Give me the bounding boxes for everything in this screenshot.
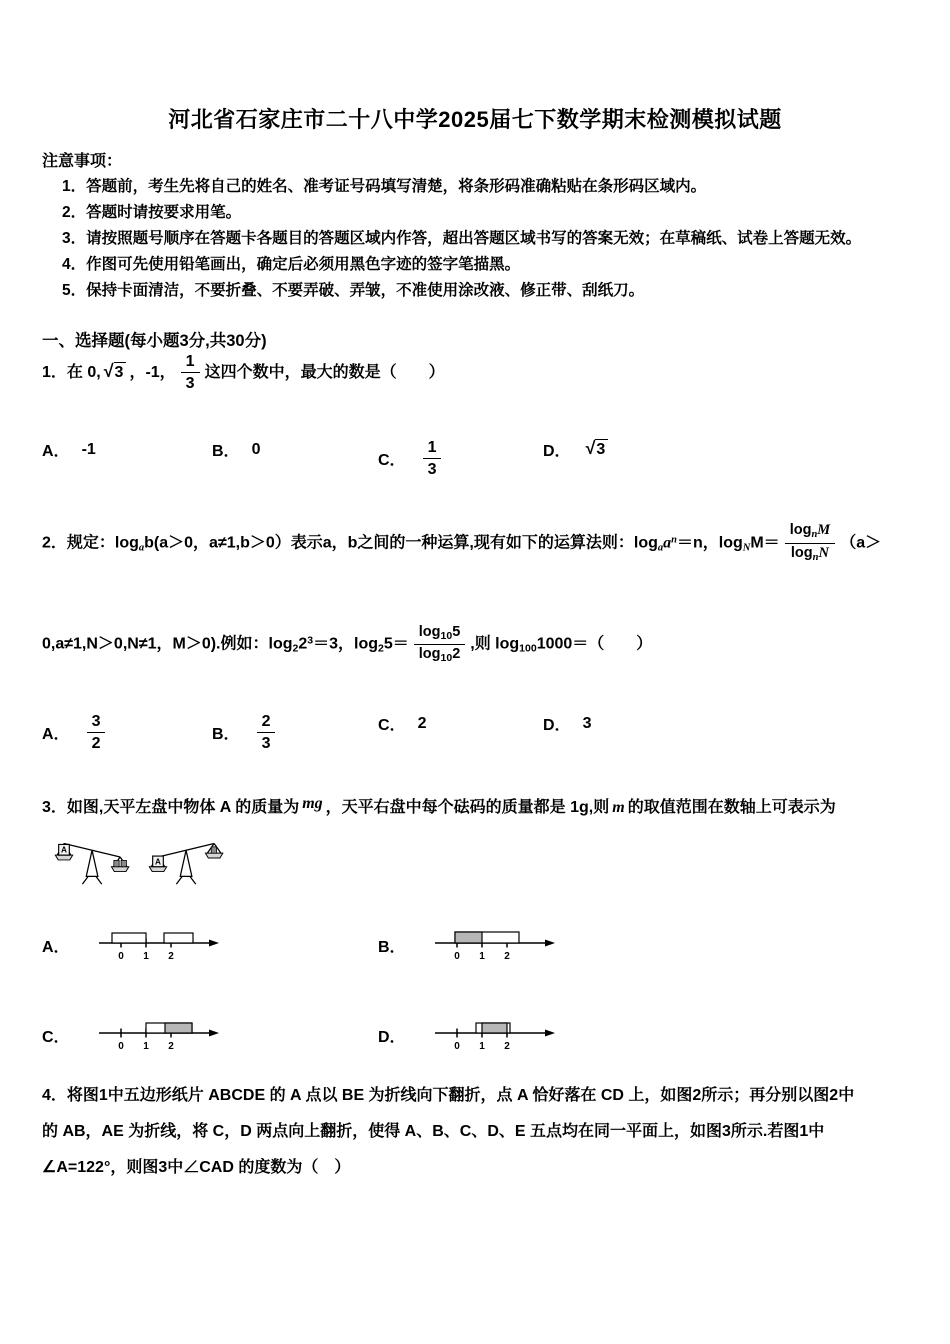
question-2-number: 2． xyxy=(42,534,67,552)
question-1-number: 1． xyxy=(42,363,67,381)
q1-option-b-value: 0 xyxy=(251,440,261,458)
fraction-one-third xyxy=(181,352,200,393)
notice-heading: 注意事项： xyxy=(42,153,123,170)
q2-option-d xyxy=(543,712,591,735)
numberline-option-b xyxy=(432,927,559,964)
q1-option-b-label: B． xyxy=(212,443,240,460)
fraction-numerator: 1 xyxy=(423,438,442,459)
log-argument: 5 xyxy=(452,624,461,640)
tick-label-2: 2 xyxy=(503,1041,510,1052)
q2-option-a-fraction xyxy=(87,712,106,753)
question-3-options-row-2 xyxy=(0,1017,950,1075)
question-2-options xyxy=(0,712,950,770)
q2-text-9: ,则 log xyxy=(470,635,520,653)
notice-item-5: 5．保持卡面清洁，不要折叠、不要弄破、弄皱，不准使用涂改液、修正带、刮纸刀。 xyxy=(62,282,645,299)
log-argument: N xyxy=(818,544,829,561)
log-fraction-2 xyxy=(414,624,466,664)
q2-option-d-value: 3 xyxy=(582,714,592,732)
tick-label-0: 0 xyxy=(453,1041,460,1052)
fraction-numerator xyxy=(785,522,836,544)
q2-text-6: 0,a≠1,N＞0,N≠1，M＞0).例如：log xyxy=(42,635,293,653)
question-1-options xyxy=(0,438,950,496)
radicand: 3 xyxy=(595,439,608,459)
q1-option-c-label: C． xyxy=(378,452,406,470)
q2-superscript-3: 3 xyxy=(307,634,314,647)
right-pan xyxy=(111,857,128,872)
log-fraction-1 xyxy=(785,522,836,564)
q3-var-mg: mg xyxy=(302,795,323,812)
q1-option-a-value: -1 xyxy=(81,440,96,458)
question-3-stem xyxy=(42,797,836,819)
tick-label-1: 1 xyxy=(478,951,485,962)
log-text: log xyxy=(418,624,441,640)
fraction-denominator: 3 xyxy=(261,735,271,753)
tick-label-1: 1 xyxy=(478,1041,485,1052)
radical-sign-icon: √ xyxy=(585,438,596,459)
interval-box-shaded xyxy=(165,1023,192,1033)
q1-option-a-label: A． xyxy=(42,443,70,460)
tick-label-2: 2 xyxy=(503,951,510,962)
tick-label-2: 2 xyxy=(167,1041,174,1052)
q1-option-c-fraction xyxy=(423,438,442,479)
page-title: 河北省石家庄市二十八中学2025届七下数学期末检测模拟试题 xyxy=(168,107,782,132)
q2-text-1: 规定：log xyxy=(66,534,139,552)
q2-text-10: 1000＝（ ） xyxy=(536,635,653,653)
q3-option-a-label: A． xyxy=(42,939,70,956)
q1-text-2: ，-1， xyxy=(129,363,176,381)
log-subscript: n xyxy=(811,529,818,540)
log-argument: 2 xyxy=(452,645,461,662)
q1-option-d-sqrt xyxy=(586,439,609,459)
log-text: log xyxy=(789,522,812,538)
fraction-denominator xyxy=(414,645,466,665)
fraction-denominator: 2 xyxy=(91,735,101,753)
q2-subscript-N: N xyxy=(742,542,751,554)
q3-option-d-label: D． xyxy=(378,1029,406,1046)
q2-subscript-a: a xyxy=(138,542,145,554)
q3-text-2: ，天平右盘中每个砝码的质量都是 1g,则 xyxy=(325,799,610,816)
fraction-numerator: 3 xyxy=(87,712,106,733)
q4-text-2: 的 AB，AE 为折线，将 C，D 两点向上翻折，使得 A、B、C、D、E 五点均在同一平面上，如图3所示.若图1中 xyxy=(42,1123,825,1140)
q2-superscript-n: n xyxy=(671,534,677,546)
q2-option-c xyxy=(378,712,426,735)
q2-text-2: b(a＞0，a≠1,b＞0）表示a，b之间的一种运算,现有如下的运算法则：log xyxy=(144,534,658,552)
question-2-stem-line-1 xyxy=(42,522,881,564)
q2-subscript-100: 100 xyxy=(519,642,537,655)
q3-option-b xyxy=(378,927,559,964)
q2-option-c-value: 2 xyxy=(417,714,427,732)
tick-label-0: 0 xyxy=(453,951,460,962)
tick-label-0: 0 xyxy=(117,1041,124,1052)
q4-text-1: 将图1中五边形纸片 ABCDE 的 A 点以 BE 为折线向下翻折，点 A 恰好落在 CD 上，如图2所示；再分别以图2中 xyxy=(66,1087,855,1104)
interval-box-open xyxy=(112,933,146,943)
radicand: 3 xyxy=(114,362,127,382)
q1-option-b xyxy=(212,438,260,461)
balance-scale-right xyxy=(146,828,230,888)
weight-icon xyxy=(114,860,119,866)
notice-item-2: 2．答题时请按要求用笔。 xyxy=(62,204,242,221)
scale-beam xyxy=(158,843,214,857)
q3-var-m: m xyxy=(612,799,625,816)
q4-text-3: ∠A=122°，则图3中∠CAD 的度数为（ ） xyxy=(42,1159,351,1176)
fraction-denominator: 3 xyxy=(185,375,195,393)
q2-option-d-label: D． xyxy=(543,717,571,734)
q3-text-1: 如图,天平左盘中物体 A 的质量为 xyxy=(66,799,300,816)
object-a-label: A xyxy=(155,857,161,867)
log-subscript: 10 xyxy=(440,651,453,664)
q2-option-a-label: A． xyxy=(42,726,70,744)
scale-stand xyxy=(82,850,101,884)
interval-box-open xyxy=(164,933,193,943)
q2-option-b-fraction xyxy=(257,712,276,753)
right-pan xyxy=(205,843,222,858)
interval-box-shaded xyxy=(482,1023,507,1033)
q2-var-a: a xyxy=(663,534,672,552)
q2-text-4: M＝ xyxy=(750,534,780,552)
log-subscript: 10 xyxy=(440,630,453,642)
q3-option-d xyxy=(378,1017,559,1054)
section-heading: 一、选择题(每小题3分,共30分) xyxy=(42,332,267,350)
q2-subscript-2b: 2 xyxy=(378,642,384,655)
q1-option-d-label: D． xyxy=(543,443,571,460)
q2-option-b xyxy=(212,712,280,753)
numberline-option-a xyxy=(96,927,223,964)
q1-option-d xyxy=(543,438,611,461)
q1-option-c xyxy=(378,438,446,479)
numberline-option-d xyxy=(432,1017,559,1054)
q2-text-5: （a＞ xyxy=(840,534,882,552)
question-4-number: 4． xyxy=(42,1087,67,1104)
q1-text-3: 这四个数中，最大的数是（ ） xyxy=(204,363,445,381)
q2-base-2: 2 xyxy=(298,635,308,653)
question-4-line-2 xyxy=(42,1121,922,1143)
weight-icon xyxy=(121,860,126,866)
notice-list xyxy=(62,174,912,304)
object-a-label: A xyxy=(61,845,67,855)
question-1-stem xyxy=(42,352,922,393)
q1-option-a xyxy=(42,438,96,461)
question-3-options-row-1 xyxy=(0,927,950,985)
fraction-numerator: 2 xyxy=(257,712,276,733)
question-2-stem-line-2 xyxy=(42,624,652,664)
tick-label-1: 1 xyxy=(142,1041,149,1052)
notice-item-4: 4．作图可先使用铅笔画出，确定后必须用黑色字迹的签字笔描黑。 xyxy=(62,256,521,273)
tick-label-2: 2 xyxy=(167,951,174,962)
question-3-number: 3． xyxy=(42,799,67,816)
question-4-line-3 xyxy=(42,1157,922,1179)
log-text: log xyxy=(418,645,441,662)
q3-option-c-label: C． xyxy=(42,1029,70,1046)
q3-option-a xyxy=(42,927,223,964)
q2-option-a xyxy=(42,712,110,753)
tick-label-0: 0 xyxy=(117,951,124,962)
interval-box-shaded xyxy=(455,932,482,943)
q2-option-b-label: B． xyxy=(212,726,240,744)
q3-text-3: 的取值范围在数轴上可表示为 xyxy=(627,799,836,816)
fraction-denominator xyxy=(786,544,834,565)
weight-icon xyxy=(211,847,216,853)
q2-option-c-label: C． xyxy=(378,717,406,734)
log-argument: M xyxy=(817,522,831,538)
q1-text-1: 在 0, xyxy=(66,363,101,381)
tick-label-1: 1 xyxy=(142,951,149,962)
question-4-line-1 xyxy=(42,1085,922,1107)
log-text: log xyxy=(790,544,813,561)
q2-subscript-2: 2 xyxy=(292,642,299,655)
notice-item-3: 3．请按照题号顺序在答题卡各题目的答题区域内作答，超出答题区域书写的答案无效；在草稿纸、试卷上答题无效。 xyxy=(62,230,862,247)
q2-text-7: ＝3，log xyxy=(313,635,378,653)
q2-text-8: 5＝ xyxy=(383,635,409,653)
fraction-denominator: 3 xyxy=(427,461,437,479)
log-subscript: n xyxy=(812,551,819,563)
fraction-numerator xyxy=(414,624,466,645)
balance-scale-left xyxy=(52,828,136,888)
numberline-option-c xyxy=(96,1017,223,1054)
q3-option-c xyxy=(42,1017,223,1054)
notice-item-1: 1．答题前，考生先将自己的姓名、准考证号码填写清楚，将条形码准确粘贴在条形码区域内。 xyxy=(62,178,707,195)
q2-subscript-a2: a xyxy=(657,542,664,554)
sqrt-radical xyxy=(104,362,127,382)
radical-sign-icon: √ xyxy=(103,360,114,381)
q3-option-b-label: B． xyxy=(378,939,406,956)
fraction-numerator: 1 xyxy=(181,352,200,373)
balance-scales-figure xyxy=(52,828,230,888)
scale-stand xyxy=(176,850,195,884)
q2-text-3: ＝n，log xyxy=(676,534,743,552)
